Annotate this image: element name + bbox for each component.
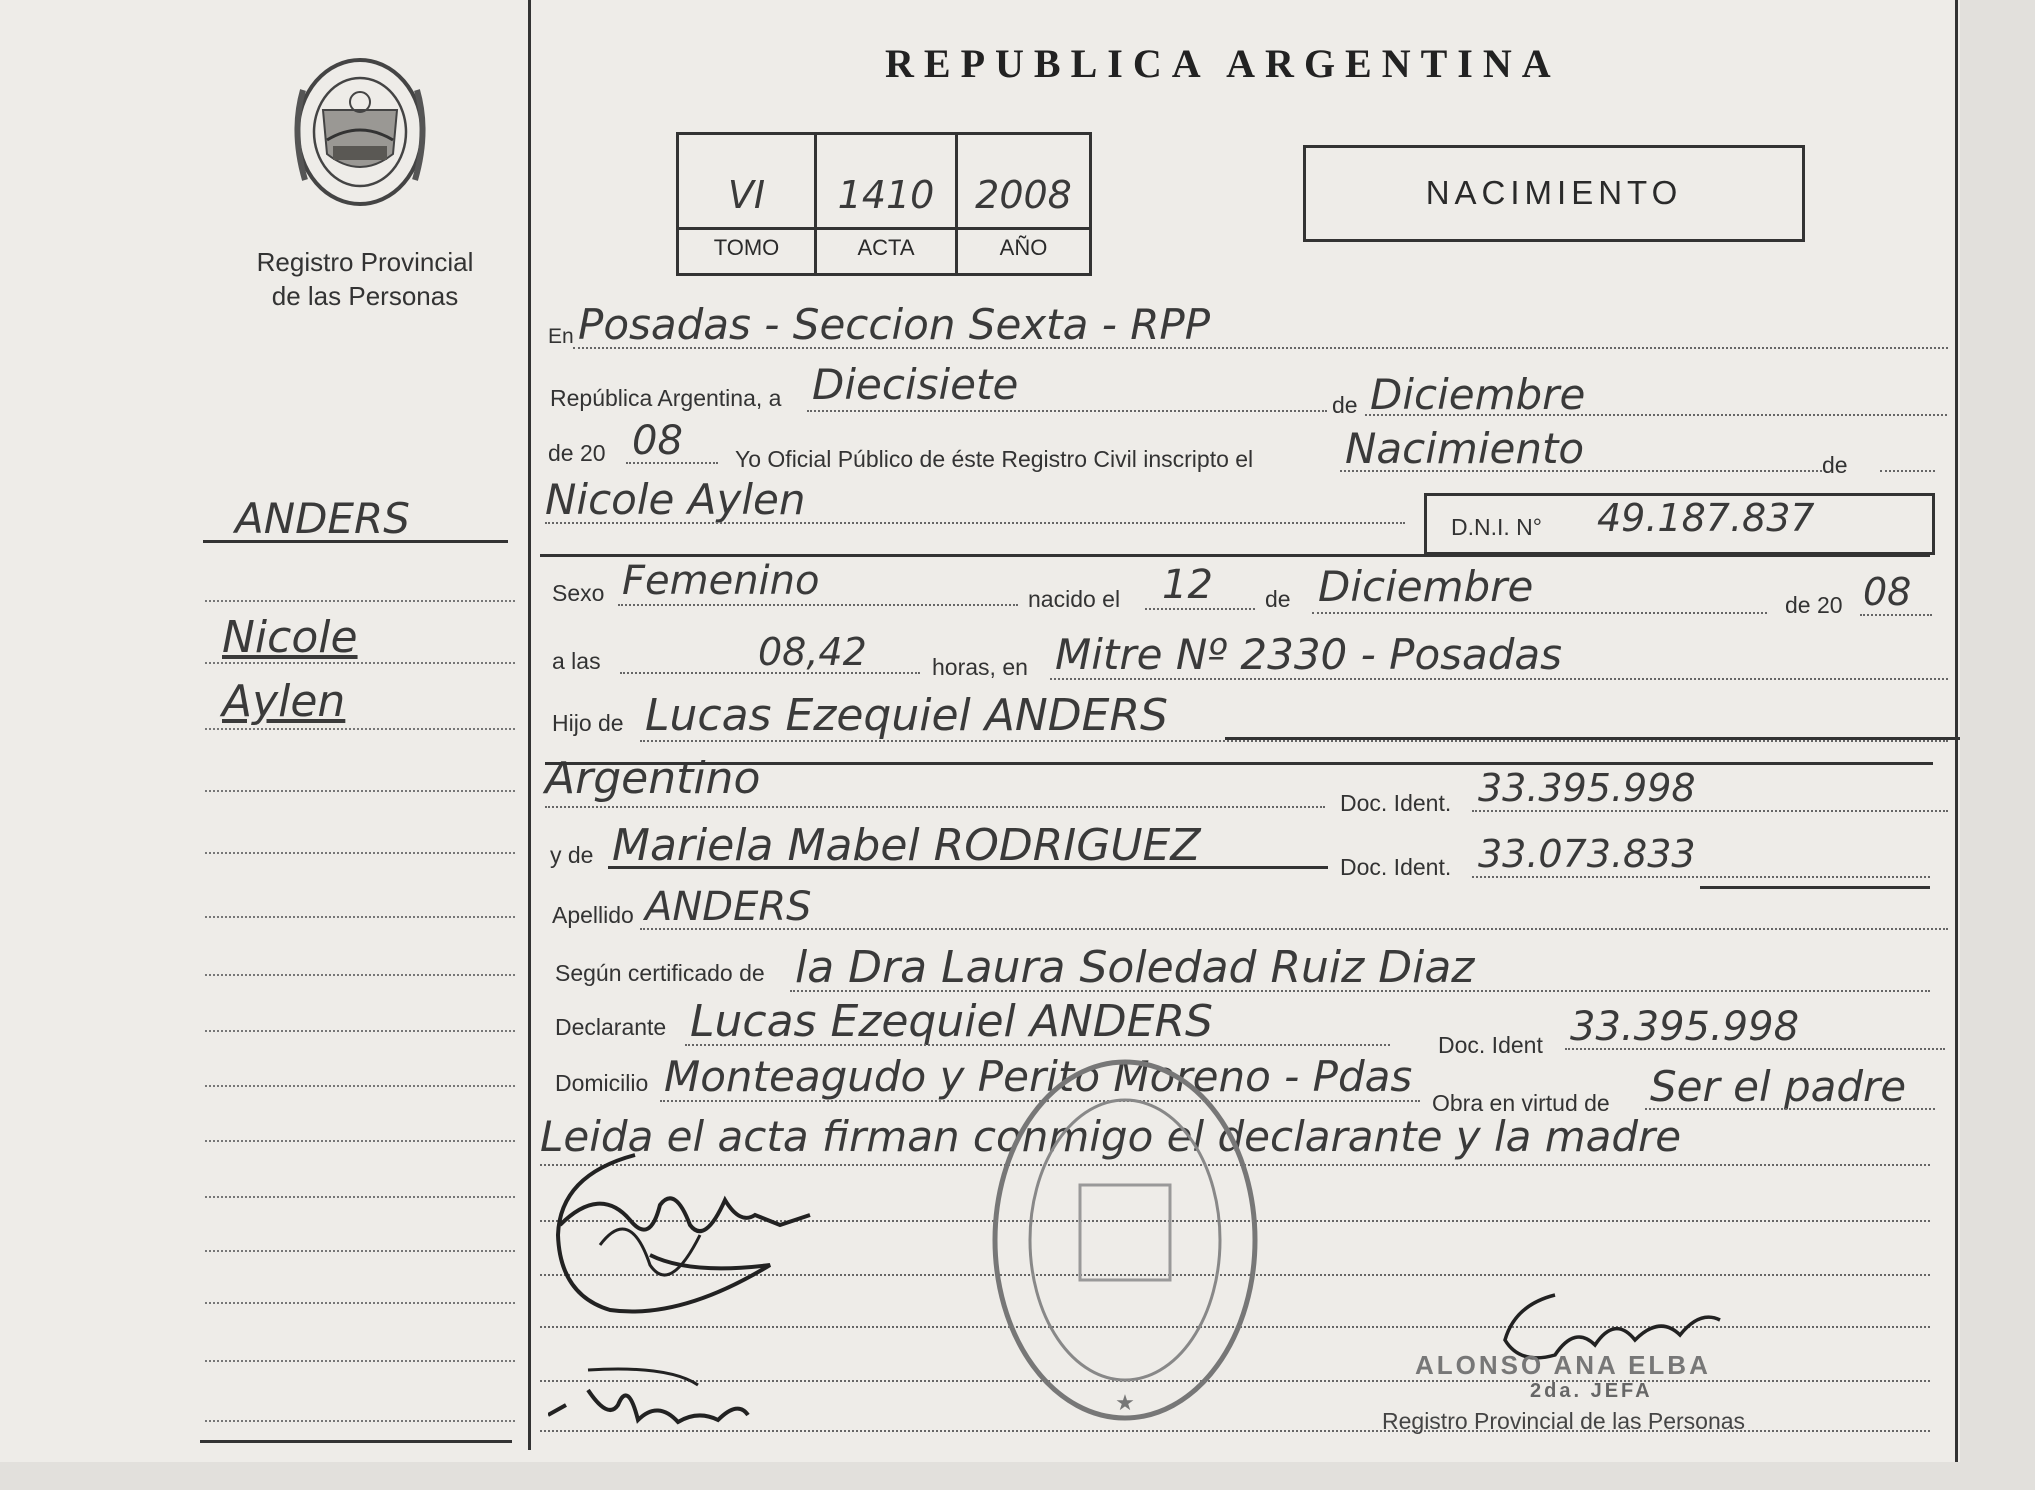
left-line bbox=[205, 728, 515, 730]
line-certificado bbox=[790, 990, 1930, 992]
line-nac-dia bbox=[1145, 608, 1255, 610]
rule-madre-end bbox=[1700, 886, 1930, 889]
line-mes bbox=[1365, 414, 1947, 416]
acta-value: 1410 bbox=[837, 173, 935, 217]
label-doc-declarante: Doc. Ident bbox=[1438, 1032, 1543, 1058]
document-type: NACIMIENTO bbox=[1425, 174, 1683, 211]
line-nombre bbox=[545, 522, 1405, 524]
label-doc-madre: Doc. Ident. bbox=[1340, 854, 1452, 880]
field-anio: 08 bbox=[632, 418, 683, 464]
field-nota: Leida el acta firman conmigo el declarante y la madre bbox=[540, 1112, 1682, 1161]
label-de-inscripto: de bbox=[1822, 452, 1848, 478]
left-line bbox=[205, 662, 515, 664]
label-obra: Obra en virtud de bbox=[1432, 1090, 1610, 1116]
field-dia: Diecisiete bbox=[812, 360, 1019, 409]
line-declarante-doc bbox=[1565, 1048, 1945, 1050]
left-line bbox=[205, 1140, 515, 1142]
line-inscripto bbox=[1340, 470, 1822, 472]
field-dni: 49.187.837 bbox=[1597, 496, 1815, 540]
field-madre-doc: 33.073.833 bbox=[1478, 832, 1696, 876]
field-padre: Lucas Ezequiel ANDERS bbox=[645, 690, 1168, 741]
left-line bbox=[205, 1085, 515, 1087]
label-declarante: Declarante bbox=[555, 1014, 667, 1040]
declarant-signature bbox=[540, 1145, 840, 1325]
left-line bbox=[205, 1250, 515, 1252]
line-madre-doc bbox=[1472, 876, 1930, 878]
left-line bbox=[205, 1360, 515, 1362]
left-surname: ANDERS bbox=[235, 494, 410, 543]
left-line bbox=[205, 974, 515, 976]
label-hijo-de: Hijo de bbox=[552, 710, 624, 736]
dni-box bbox=[1424, 493, 1935, 555]
left-line bbox=[205, 1030, 515, 1032]
label-segun: Según certificado de bbox=[555, 960, 765, 986]
misiones-emblem-icon bbox=[283, 50, 438, 220]
field-declarante-doc: 33.395.998 bbox=[1570, 1004, 1800, 1050]
label-de-20-nac: de 20 bbox=[1785, 592, 1843, 618]
label-republica: República Argentina, a bbox=[550, 385, 782, 411]
field-certificado: la Dra Laura Soledad Ruiz Diaz bbox=[795, 942, 1475, 993]
tomo-cell bbox=[679, 135, 817, 273]
left-line bbox=[205, 1196, 515, 1198]
left-bottom-rule bbox=[200, 1440, 512, 1443]
field-sexo: Femenino bbox=[622, 558, 820, 604]
field-madre: Mariela Mabel RODRIGUEZ bbox=[612, 820, 1201, 871]
tomo-value: VI bbox=[727, 173, 766, 217]
left-line bbox=[205, 1420, 515, 1422]
field-lugar-nac: Mitre Nº 2330 - Posadas bbox=[1055, 630, 1563, 679]
line-nacionalidad bbox=[545, 806, 1325, 808]
line-anio bbox=[626, 462, 718, 464]
field-apellido: ANDERS bbox=[645, 884, 812, 930]
left-name2: Aylen bbox=[222, 676, 346, 727]
label-sexo: Sexo bbox=[552, 580, 605, 606]
field-nombre: Nicole Aylen bbox=[545, 475, 806, 524]
field-nac-mes: Diciembre bbox=[1318, 562, 1534, 611]
line-en bbox=[573, 347, 1948, 349]
line-apellido bbox=[640, 928, 1948, 930]
field-nac-anio: 08 bbox=[1863, 570, 1912, 614]
left-line bbox=[205, 852, 515, 854]
left-line bbox=[205, 790, 515, 792]
field-hora: 08,42 bbox=[758, 630, 867, 674]
field-domicilio: Monteagudo y Perito Moreno - Pdas bbox=[664, 1052, 1413, 1101]
mother-signature bbox=[548, 1360, 778, 1440]
rule-madre bbox=[608, 866, 1328, 869]
right-border bbox=[1955, 0, 1958, 1462]
anio-cell bbox=[958, 135, 1092, 273]
registry-box-divider bbox=[679, 227, 1089, 230]
label-apellido: Apellido bbox=[552, 902, 634, 928]
field-nacionalidad: Argentino bbox=[545, 753, 761, 804]
field-padre-doc: 33.395.998 bbox=[1478, 766, 1696, 810]
line-declarante bbox=[685, 1044, 1390, 1046]
left-line bbox=[205, 1302, 515, 1304]
line-nac-mes bbox=[1312, 612, 1767, 614]
label-nacido: nacido el bbox=[1028, 586, 1121, 612]
registry-name-line1: Registro Provincial bbox=[256, 247, 474, 277]
acta-cell bbox=[817, 135, 958, 273]
left-line bbox=[205, 916, 515, 918]
document-type-box bbox=[1303, 145, 1805, 242]
svg-text:★: ★ bbox=[1115, 1391, 1135, 1416]
column-divider bbox=[528, 0, 531, 1450]
line-padre-doc bbox=[1472, 810, 1948, 812]
label-de-20: de 20 bbox=[548, 440, 606, 466]
field-obra: Ser el padre bbox=[1650, 1062, 1907, 1111]
line-de-end bbox=[1880, 470, 1935, 472]
label-yo-oficial: Yo Oficial Público de éste Registro Civil inscripto el bbox=[735, 446, 1254, 472]
field-inscripto: Nacimiento bbox=[1345, 424, 1585, 473]
label-horas-en: horas, en bbox=[932, 654, 1028, 680]
registry-box bbox=[676, 132, 1092, 276]
rule-row4 bbox=[540, 554, 1930, 557]
label-de-nac: de bbox=[1265, 586, 1291, 612]
acta-label: ACTA bbox=[857, 235, 915, 260]
left-name1: Nicole bbox=[222, 612, 358, 663]
left-line bbox=[205, 600, 515, 602]
line-sexo bbox=[618, 604, 1018, 606]
line-padre bbox=[640, 740, 1948, 742]
label-y-de: y de bbox=[550, 842, 594, 868]
official-name: ALONSO ANA ELBA bbox=[1415, 1350, 1711, 1380]
rule-row8 bbox=[545, 762, 1933, 765]
label-dni: D.N.I. N° bbox=[1451, 514, 1542, 540]
field-nac-dia: 12 bbox=[1162, 562, 1213, 608]
line-obra bbox=[1645, 1108, 1935, 1110]
anio-value: 2008 bbox=[975, 173, 1072, 217]
left-surname-rule bbox=[203, 540, 508, 543]
label-domicilio: Domicilio bbox=[555, 1070, 649, 1096]
registry-name-line2: de las Personas bbox=[271, 281, 459, 311]
line-hora bbox=[620, 672, 920, 674]
official-org: Registro Provincial de las Personas bbox=[1382, 1408, 1746, 1434]
official-seal bbox=[990, 1055, 1260, 1425]
field-mes: Diciembre bbox=[1370, 370, 1586, 419]
anio-label: AÑO bbox=[999, 235, 1048, 260]
line-nac-anio bbox=[1860, 614, 1932, 616]
line-lugar-nac bbox=[1050, 678, 1948, 680]
tomo-label: TOMO bbox=[713, 235, 780, 260]
field-declarante: Lucas Ezequiel ANDERS bbox=[690, 996, 1213, 1047]
rule-padre bbox=[1225, 737, 1960, 740]
official-title: 2da. JEFA bbox=[1530, 1380, 1653, 1402]
label-en: En bbox=[548, 325, 574, 348]
label-de-mes: de bbox=[1332, 392, 1358, 418]
line-dia bbox=[807, 410, 1327, 412]
label-doc-padre: Doc. Ident. bbox=[1340, 790, 1452, 816]
label-a-las: a las bbox=[552, 648, 601, 674]
document-title: REPUBLICA ARGENTINA bbox=[885, 41, 1561, 86]
field-lugar: Posadas - Seccion Sexta - RPP bbox=[578, 300, 1211, 349]
